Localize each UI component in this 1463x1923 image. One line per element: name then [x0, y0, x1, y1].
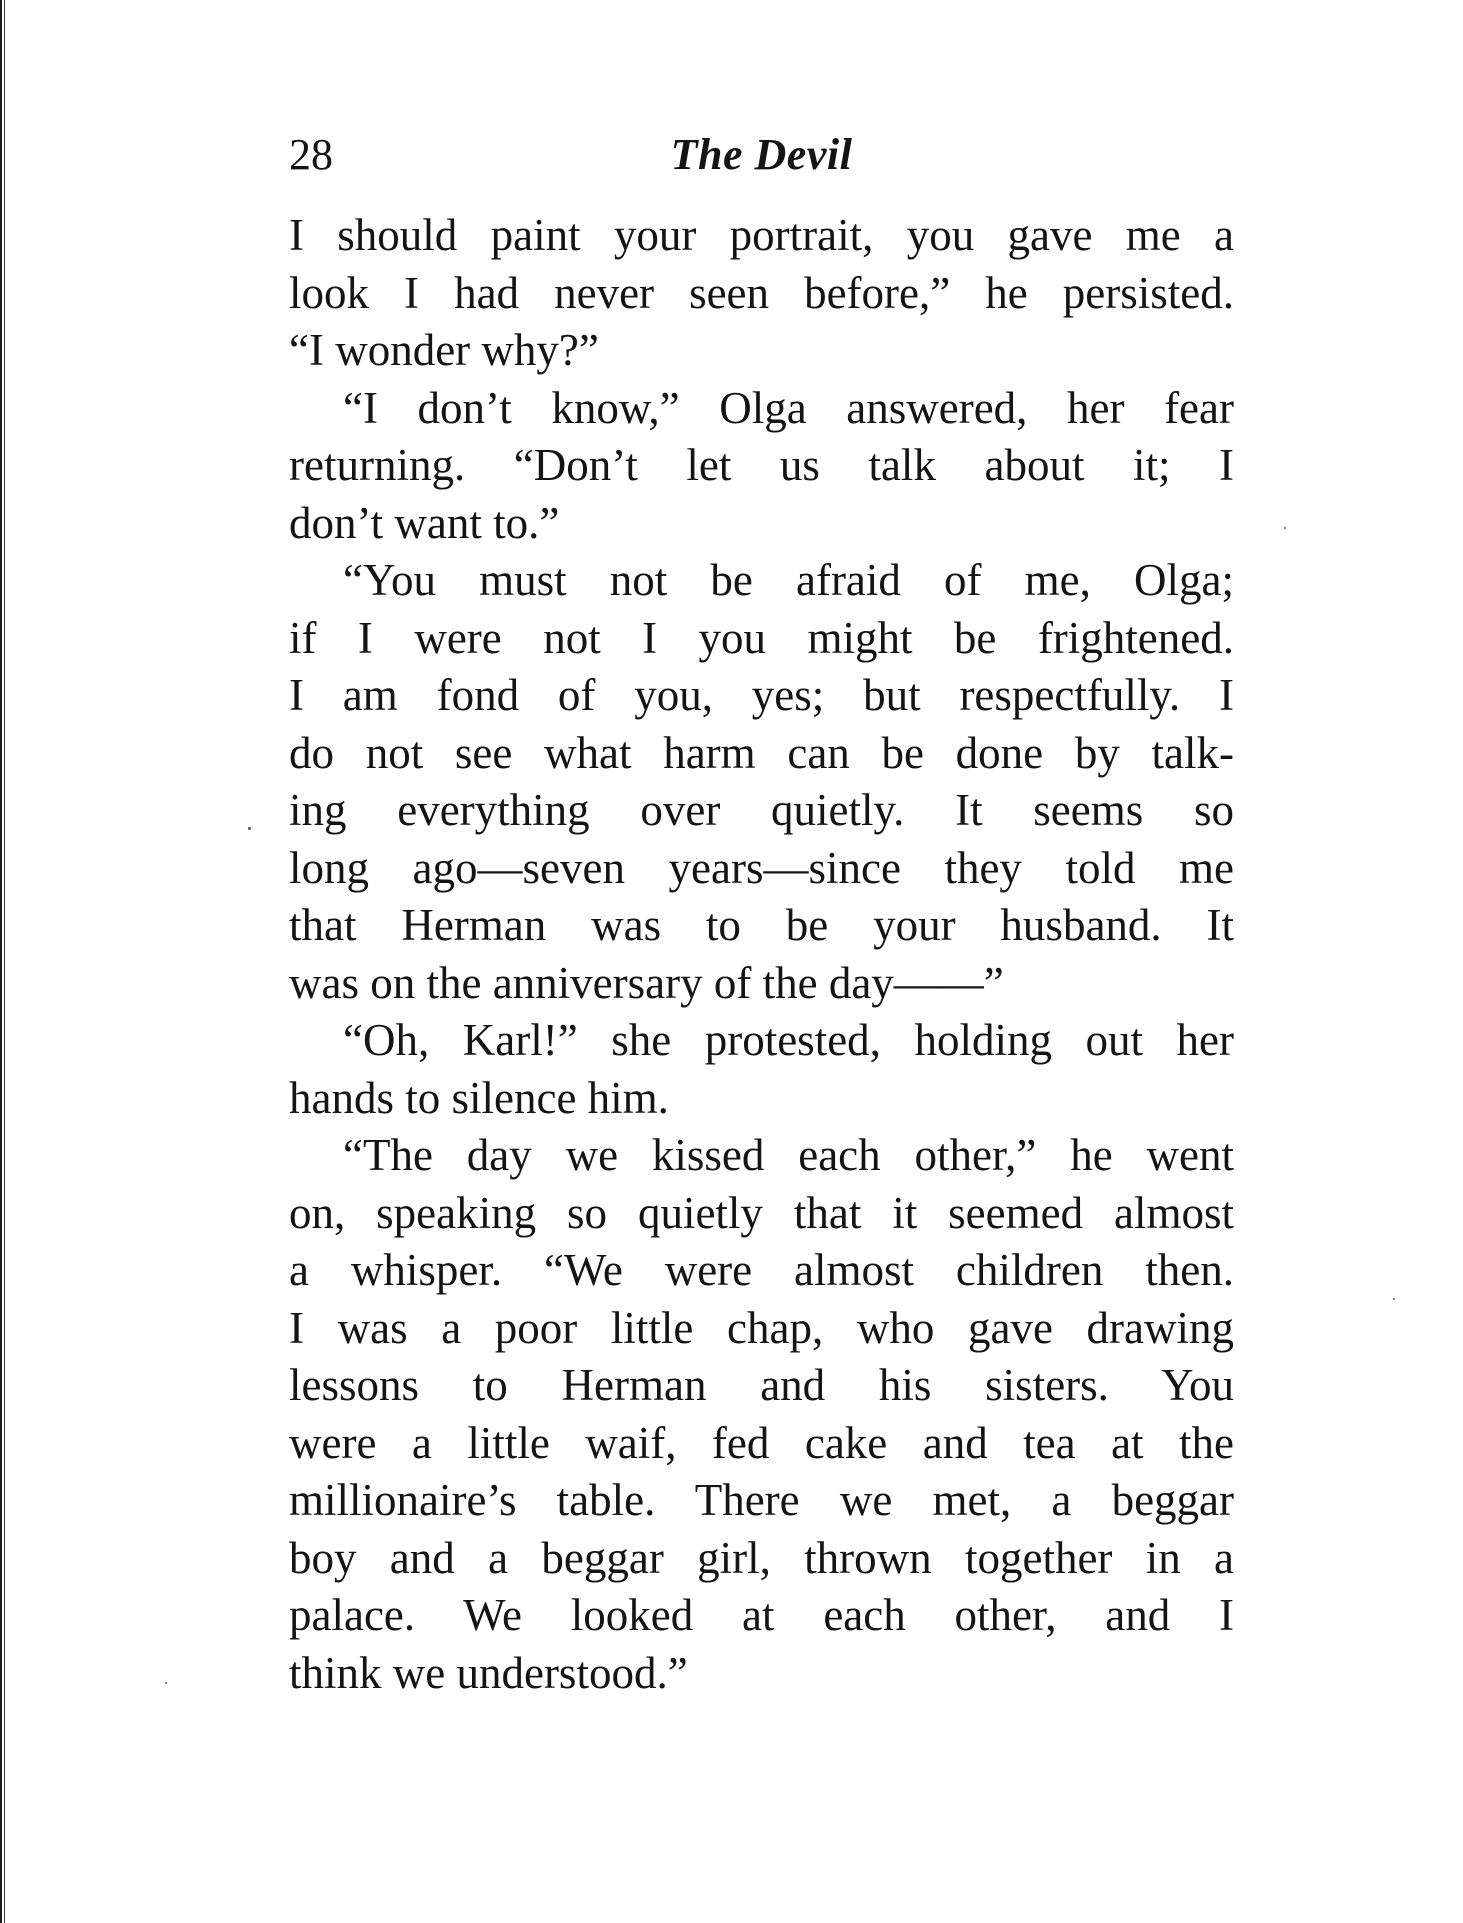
text-line: were a little waif, fed cake and tea at the: [289, 1417, 1234, 1468]
text-line: I am fond of you, yes; but respectfully. I: [289, 670, 1234, 720]
text-line: on, speaking so quietly that it seemed almost: [289, 1187, 1234, 1238]
text-line: I was a poor little chap, who gave drawing: [289, 1302, 1234, 1353]
scan-speck: [1284, 527, 1286, 529]
text-line: if I were not I you might be frightened.: [289, 612, 1234, 663]
text-line: look I had never seen before,” he persisted.: [289, 267, 1234, 318]
scan-speck: [248, 827, 251, 830]
text-line: I should paint your portrait, you gave me a: [289, 210, 1234, 260]
body-text: [289, 207, 1234, 1702]
text-line: hands to silence him.: [289, 1072, 669, 1123]
book-page: [289, 125, 1234, 1702]
text-line: millionaire’s table. There we met, a beggar: [289, 1475, 1234, 1525]
running-head: [289, 125, 1234, 185]
scan-speck: [1393, 1298, 1395, 1300]
text-line: lessons to Herman and his sisters. You: [289, 1360, 1234, 1410]
text-line: “Oh, Karl!” she protested, holding out her: [343, 1015, 1234, 1065]
text-line: long ago—seven years—since they told me: [289, 842, 1234, 893]
text-line: don’t want to.”: [289, 497, 560, 548]
page-number: 28: [289, 130, 333, 179]
page-binding-edge: [0, 0, 7, 1923]
text-line: “I wonder why?”: [289, 325, 599, 375]
text-line: think we understood.”: [289, 1647, 688, 1698]
text-line: “The day we kissed each other,” he went: [343, 1130, 1234, 1180]
running-title: The Devil: [670, 130, 853, 179]
text-line: returning. “Don’t let us talk about it; I: [289, 440, 1234, 490]
text-line: that Herman was to be your husband. It: [289, 900, 1234, 950]
text-line: palace. We looked at each other, and I: [289, 1590, 1234, 1640]
text-line: do not see what harm can be done by talk-: [289, 727, 1234, 778]
text-line: “I don’t know,” Olga answered, her fear: [343, 382, 1234, 433]
text-line: boy and a beggar girl, thrown together in a: [289, 1532, 1234, 1583]
text-line: a whisper. “We were almost children then.: [289, 1245, 1234, 1295]
scan-speck: [165, 1682, 167, 1684]
text-line: was on the anniversary of the day——”: [289, 957, 1004, 1008]
text-line: ing everything over quietly. It seems so: [289, 785, 1234, 835]
text-line: “You must not be afraid of me, Olga;: [343, 555, 1234, 605]
